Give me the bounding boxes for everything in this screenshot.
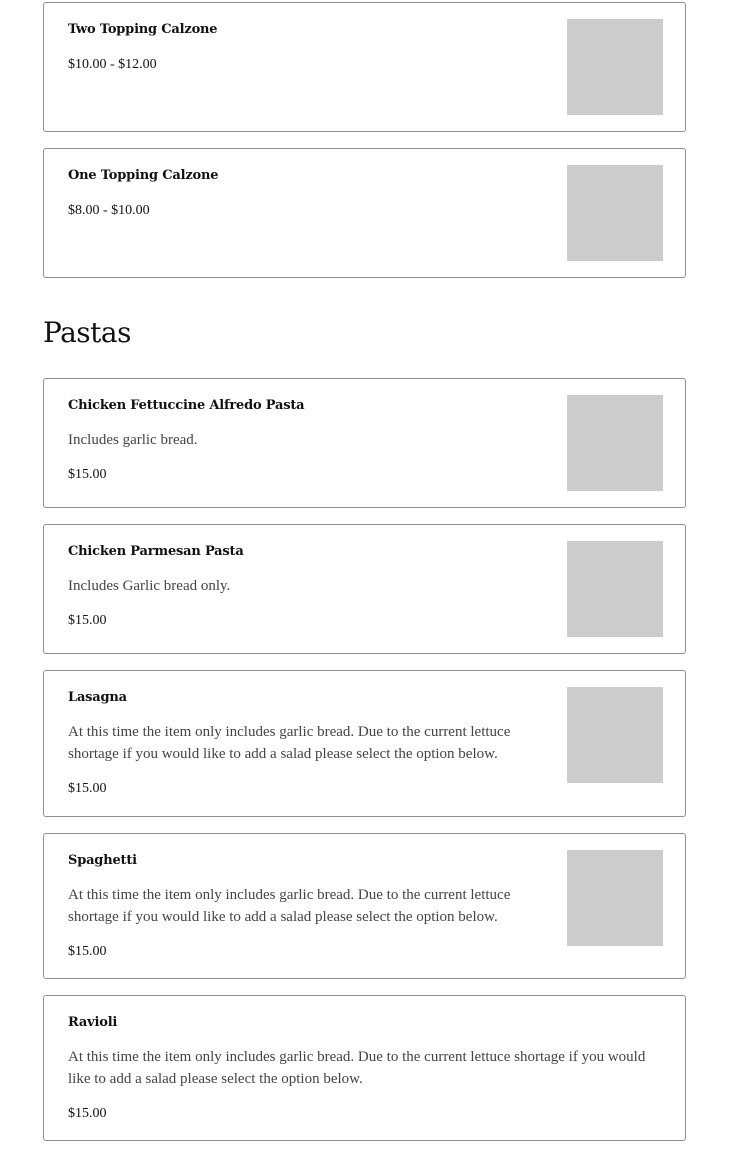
menu-item-name: Spaghetti	[68, 853, 137, 868]
menu-item-description: At this time the item only includes garlic bread. Due to the current lettuce shortage if you would like to add a salad please select the option below.	[68, 724, 511, 762]
menu-item-price: $10.00 - $12.00	[68, 57, 157, 72]
menu-item-card[interactable]	[43, 670, 686, 817]
menu-item-name: Chicken Fettuccine Alfredo Pasta	[68, 398, 305, 413]
menu-item-price: $15.00	[68, 781, 107, 796]
menu-item-name: Lasagna	[68, 690, 127, 705]
menu-item-card[interactable]	[43, 2, 686, 132]
menu-item-image-placeholder	[567, 541, 663, 637]
menu-item-price: $15.00	[68, 613, 107, 628]
section-title-pastas: Pastas	[43, 316, 131, 349]
menu-item-price: $8.00 - $10.00	[68, 203, 150, 218]
menu-item-description: At this time the item only includes garlic bread. Due to the current lettuce shortage if you would like to add a salad please select the option below.	[68, 1049, 646, 1087]
menu-item-card[interactable]	[43, 995, 686, 1141]
menu-item-image-placeholder	[567, 19, 663, 115]
menu-item-image-placeholder	[567, 165, 663, 261]
menu-item-name: Chicken Parmesan Pasta	[68, 544, 244, 559]
menu-item-image-placeholder	[567, 687, 663, 783]
menu-item-card[interactable]	[43, 833, 686, 979]
menu-item-description: At this time the item only includes garlic bread. Due to the current lettuce shortage if you would like to add a salad please select the option below.	[68, 887, 511, 925]
menu-item-price: $15.00	[68, 944, 107, 959]
menu-item-name: One Topping Calzone	[68, 168, 219, 183]
menu-item-price: $15.00	[68, 1106, 107, 1121]
menu-item-image-placeholder	[567, 395, 663, 491]
menu-item-name: Two Topping Calzone	[68, 22, 218, 37]
menu-item-name: Ravioli	[68, 1015, 118, 1030]
menu-item-price: $15.00	[68, 467, 107, 482]
menu-item-image-placeholder	[567, 850, 663, 946]
menu-item-card[interactable]	[43, 148, 686, 278]
menu-item-card[interactable]	[43, 524, 686, 654]
menu-item-description: Includes Garlic bread only.	[68, 578, 231, 594]
menu-item-description: Includes garlic bread.	[68, 432, 198, 448]
menu-item-card[interactable]	[43, 378, 686, 508]
